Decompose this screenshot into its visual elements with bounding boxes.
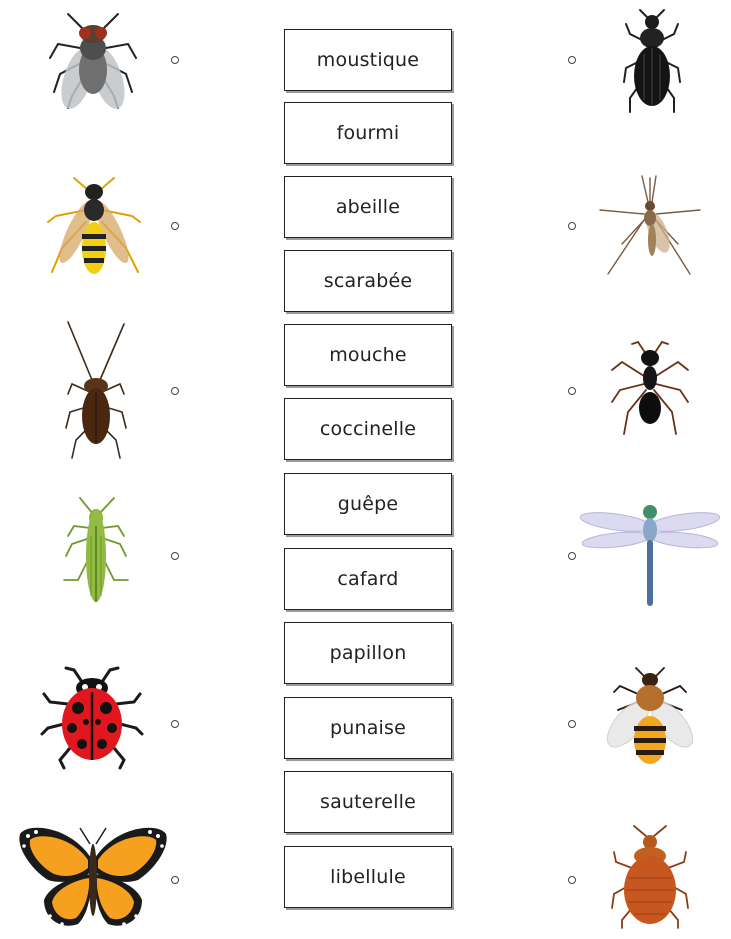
left-answer-dot[interactable]	[171, 876, 179, 884]
right-answer-dot[interactable]	[568, 56, 576, 64]
beetle-icon	[620, 8, 684, 114]
cockroach-icon	[60, 320, 132, 460]
bee-icon	[600, 666, 700, 770]
word-label: mouche	[329, 344, 407, 366]
left-answer-dot[interactable]	[171, 222, 179, 230]
bedbug-icon	[610, 824, 690, 928]
fly-icon	[46, 8, 141, 113]
word-box[interactable]	[284, 473, 452, 535]
wasp-icon	[46, 176, 142, 278]
right-answer-dot[interactable]	[568, 876, 576, 884]
word-label: papillon	[329, 642, 407, 664]
word-label: libellule	[330, 866, 406, 888]
word-label: fourmi	[336, 122, 400, 144]
word-box[interactable]	[284, 29, 452, 91]
ladybug-icon	[40, 664, 144, 770]
word-label: sauterelle	[319, 791, 417, 813]
right-answer-dot[interactable]	[568, 552, 576, 560]
word-box[interactable]	[284, 846, 452, 908]
word-label: abeille	[335, 196, 401, 218]
word-label: punaise	[329, 717, 407, 739]
left-answer-dot[interactable]	[171, 720, 179, 728]
word-box[interactable]	[284, 771, 452, 833]
word-box[interactable]	[284, 250, 452, 312]
word-label: moustique	[316, 49, 420, 71]
left-answer-dot[interactable]	[171, 56, 179, 64]
word-box[interactable]	[284, 398, 452, 460]
mosquito-icon	[598, 174, 702, 278]
word-label: guêpe	[337, 493, 399, 515]
right-answer-dot[interactable]	[568, 387, 576, 395]
right-answer-dot[interactable]	[568, 720, 576, 728]
word-box[interactable]	[284, 548, 452, 610]
butterfly-icon	[18, 824, 168, 932]
word-label: scarabée	[323, 270, 413, 292]
ant-icon	[608, 340, 692, 440]
word-label: coccinelle	[319, 418, 417, 440]
grasshopper-icon	[60, 496, 132, 608]
word-box[interactable]	[284, 176, 452, 238]
word-box[interactable]	[284, 324, 452, 386]
word-box[interactable]	[284, 622, 452, 684]
left-answer-dot[interactable]	[171, 387, 179, 395]
right-answer-dot[interactable]	[568, 222, 576, 230]
word-label: cafard	[337, 568, 399, 590]
left-answer-dot[interactable]	[171, 552, 179, 560]
word-box[interactable]	[284, 102, 452, 164]
word-box[interactable]	[284, 697, 452, 759]
dragonfly-icon	[580, 500, 720, 608]
